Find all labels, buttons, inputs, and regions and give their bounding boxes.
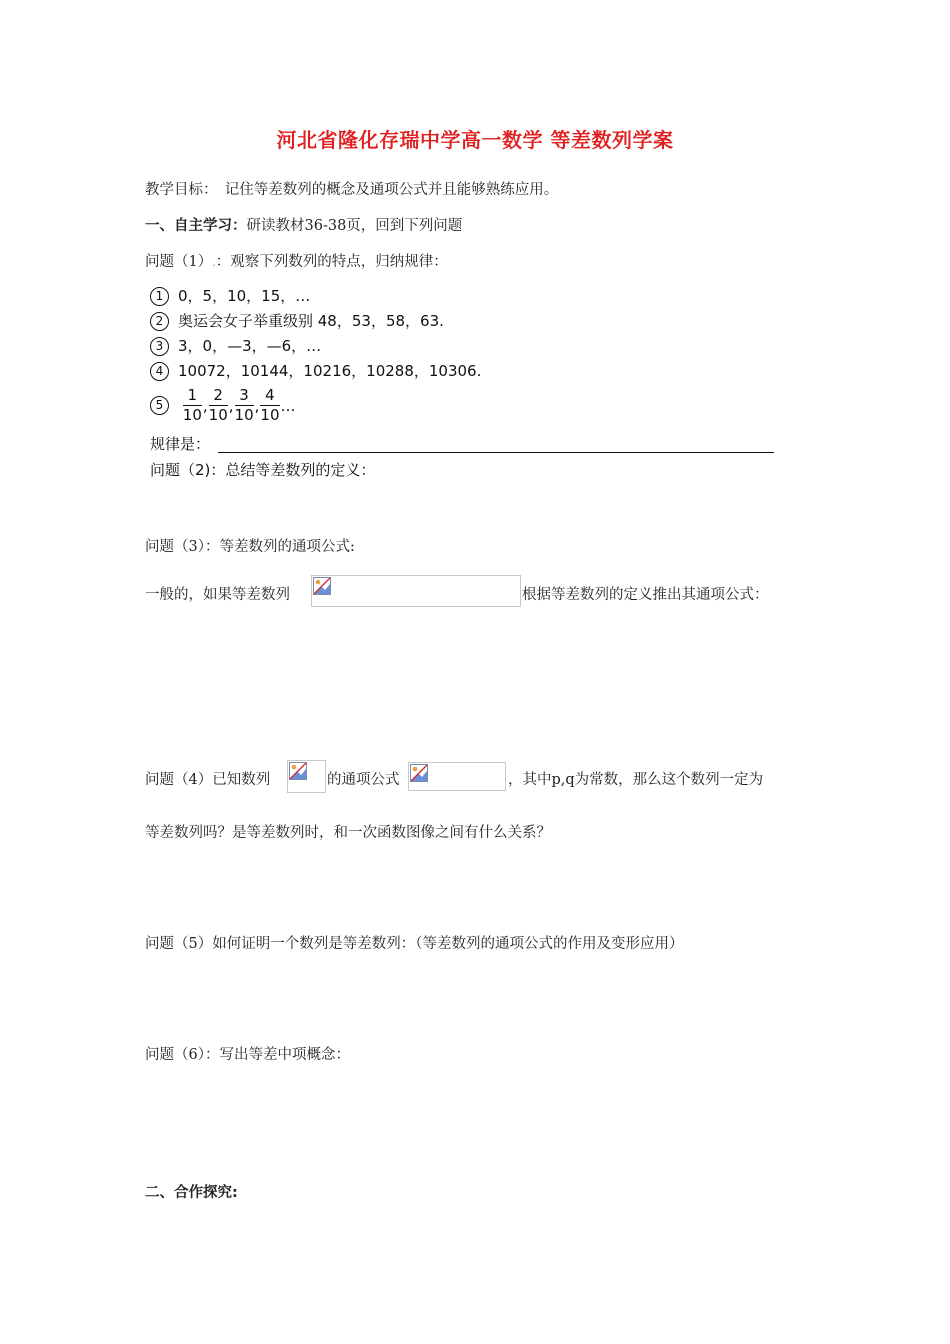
- section-label: 一、自主学习：: [145, 218, 247, 234]
- page-title: 河北省隆化存瑞中学高一数学 等差数列学案: [276, 128, 674, 152]
- question-3-line: [145, 583, 290, 604]
- question-3-post: 根据等差数列的定义推出其通项公式：: [522, 587, 769, 603]
- fraction: $\frac{4}{10}$: [260, 386, 280, 424]
- answer-underline: [218, 452, 774, 453]
- question-4-pre: 问题（4）已知数列: [145, 772, 271, 788]
- rule-label: 规律是：: [150, 435, 211, 453]
- question-1: [145, 250, 448, 271]
- circled-number: 1: [150, 287, 169, 306]
- circled-number: 4: [150, 362, 169, 381]
- broken-image-icon: [313, 577, 331, 595]
- question-4-post: ，其中p,q为常数，那么这个数列一定为: [508, 772, 764, 788]
- sequence-text: 3，0，—3，—6，…: [178, 337, 322, 355]
- fraction: $\frac{2}{10}$: [208, 386, 228, 424]
- section-text: 研读教材36-38页，回到下列问题: [246, 218, 463, 234]
- sequence-text: 0，5，10，15，…: [178, 287, 311, 305]
- question-4-line-2: 等差数列吗？是等差数列时，和一次函数图像之间有什么关系？: [145, 825, 551, 841]
- sequence-text: 10072，10144，10216，10288，10306.: [178, 362, 482, 380]
- sequence-text: 奥运会女子举重级别 48，53，58，63.: [178, 312, 444, 330]
- question-4-mid: 的通项公式: [327, 772, 400, 788]
- fraction: $\frac{1}{10}$: [182, 386, 202, 424]
- sequence-item-5: 5 $\frac{1}{10}$ , $\frac{2}{10}$ , $\frac{3}{10}$ , $\frac{4}{10}$ …: [150, 386, 297, 425]
- question-1-text: ：观察下列数列的特点，归纳规律：: [215, 254, 448, 270]
- section-cooperation: 二、合作探究:: [145, 1185, 238, 1201]
- question-5: 问题（5）如何证明一个数列是等差数列：（等差数列的通项公式的作用及变形应用）: [145, 936, 684, 952]
- question-1-label: 问题（1）: [145, 254, 213, 270]
- question-6: 问题（6）：写出等差中项概念：: [145, 1047, 350, 1063]
- broken-image-icon: [289, 762, 307, 780]
- question-3-pre: 一般的，如果等差数列: [145, 587, 290, 603]
- formula-image: [287, 760, 326, 793]
- teaching-goal: 教学目标： 记住等差数列的概念及通项公式并且能够熟练应用。: [145, 182, 559, 198]
- sequence-item-1: [150, 285, 310, 306]
- question-1-dot: .: [212, 256, 216, 269]
- fraction: $\frac{3}{10}$: [234, 386, 254, 424]
- ellipsis: …: [280, 396, 296, 415]
- formula-image: [311, 575, 521, 607]
- question-3: 问题（3）：等差数列的通项公式:: [145, 539, 355, 555]
- section-self-study: [145, 214, 462, 235]
- sequence-item-4: [150, 360, 481, 381]
- circled-number: 2: [150, 312, 169, 331]
- question-2: 问题（2)：总结等差数列的定义：: [150, 461, 376, 479]
- formula-image: [408, 762, 506, 791]
- sequence-item-3: [150, 335, 321, 356]
- circled-number: 5: [150, 396, 169, 415]
- circled-number: 3: [150, 337, 169, 356]
- sequence-item-2: [150, 310, 444, 331]
- broken-image-icon: [410, 764, 428, 782]
